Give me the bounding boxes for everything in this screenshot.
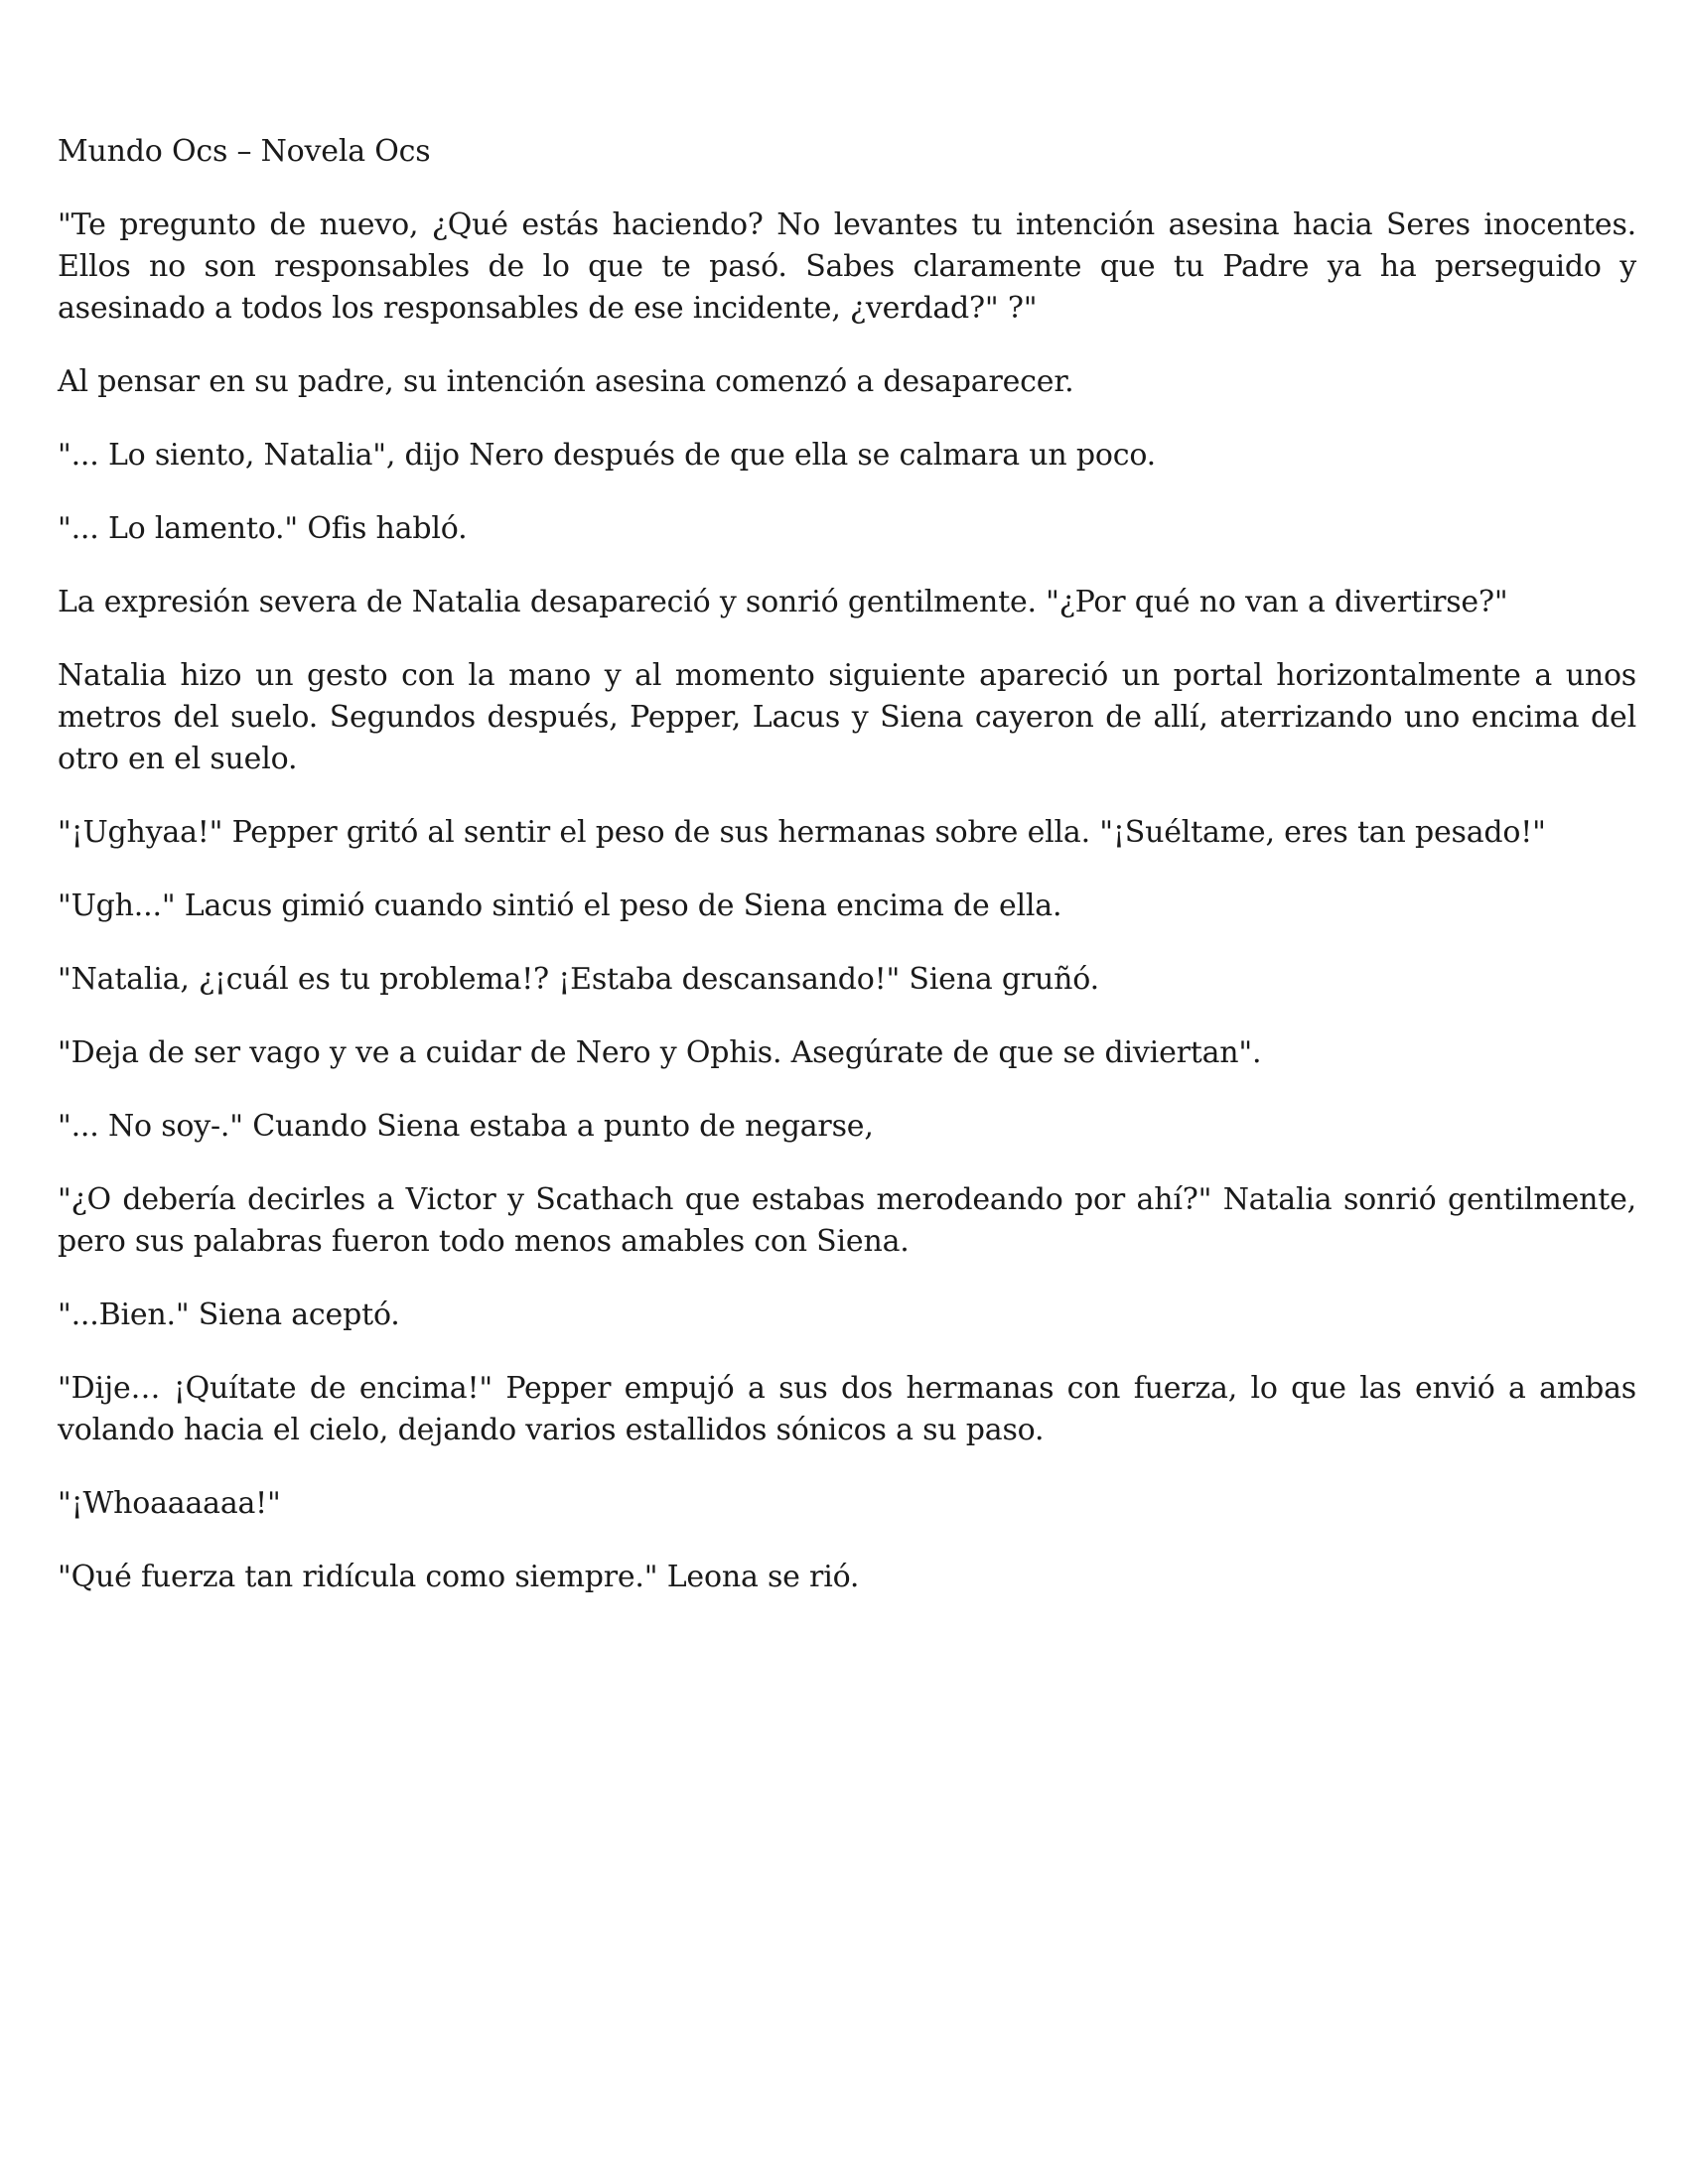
paragraph: "Dije… ¡Quítate de encima!" Pepper empujó a sus dos hermanas con fuerza, lo que las envió a ambas volando hacia el cielo, dejando varios estallidos sónicos a su paso. bbox=[58, 1371, 1636, 1447]
paragraph: "¡Whoaaaaaa!" bbox=[58, 1486, 281, 1521]
paragraph: "... No soy-." Cuando Siena estaba a punto de negarse, bbox=[58, 1109, 874, 1144]
paragraph: "... Lo lamento." Ofis habló. bbox=[58, 511, 468, 546]
paragraph: Natalia hizo un gesto con la mano y al momento siguiente apareció un portal horizontalmente a unos metros del suelo. Segundos después, Pepper, Lacus y Siena cayeron de allí, aterrizando uno encima del otro en el suelo. bbox=[58, 658, 1636, 776]
page-header: Mundo Ocs – Novela Ocs bbox=[58, 134, 431, 169]
document-body bbox=[58, 131, 1636, 1630]
paragraph: Al pensar en su padre, su intención asesina comenzó a desaparecer. bbox=[58, 364, 1074, 399]
paragraph: La expresión severa de Natalia desapareció y sonrió gentilmente. "¿Por qué no van a divertirse?" bbox=[58, 585, 1508, 619]
paragraph: "Deja de ser vago y ve a cuidar de Nero y Ophis. Asegúrate de que se diviertan". bbox=[58, 1035, 1262, 1070]
paragraph: "Natalia, ¿¡cuál es tu problema!? ¡Estaba descansando!" Siena gruñó. bbox=[58, 962, 1099, 997]
paragraph: "Qué fuerza tan ridícula como siempre." Leona se rió. bbox=[58, 1560, 860, 1594]
paragraph: "... Lo siento, Natalia", dijo Nero después de que ella se calmara un poco. bbox=[58, 438, 1157, 473]
paragraph: "...Bien." Siena aceptó. bbox=[58, 1297, 400, 1332]
paragraph: "Te pregunto de nuevo, ¿Qué estás haciendo? No levantes tu intención asesina hacia Seres inocentes. Ellos no son responsables de lo que te pasó. Sabes claramente que tu Padre ya ha perseguido y asesinado a todos los responsables de ese incidente, ¿verdad?" ?" bbox=[58, 207, 1636, 326]
paragraph: "¿O debería decirles a Victor y Scathach que estabas merodeando por ahí?" Natalia sonrió gentilmente, pero sus palabras fueron todo menos amables con Siena. bbox=[58, 1182, 1636, 1259]
paragraph: "Ugh..." Lacus gimió cuando sintió el peso de Siena encima de ella. bbox=[58, 888, 1062, 923]
paragraph: "¡Ughyaa!" Pepper gritó al sentir el peso de sus hermanas sobre ella. "¡Suéltame, eres tan pesado!" bbox=[58, 815, 1546, 850]
